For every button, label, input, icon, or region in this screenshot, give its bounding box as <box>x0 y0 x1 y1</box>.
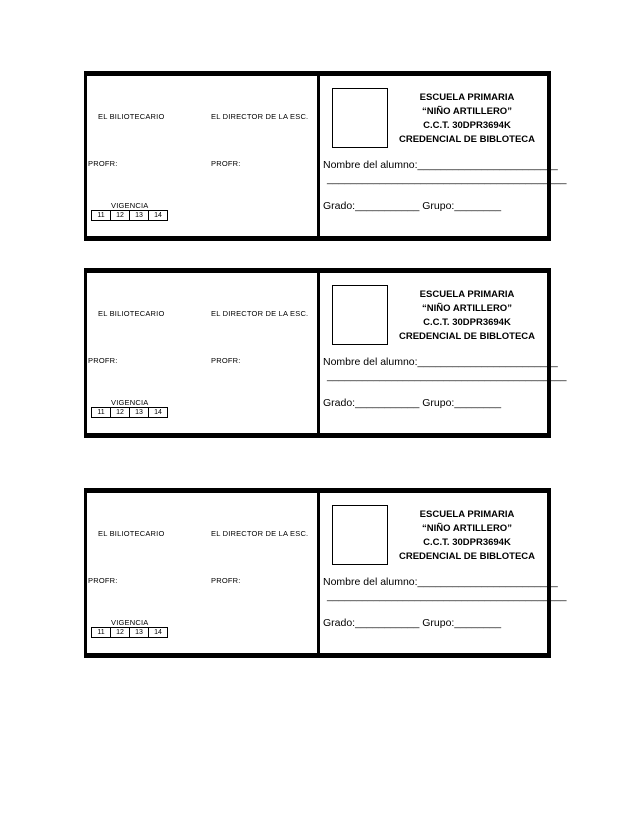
vigencia-label: VIGENCIA <box>111 201 149 210</box>
director-label: EL DIRECTOR DE LA ESC. <box>211 529 309 538</box>
library-card-2 <box>84 268 567 438</box>
school-subtitle: “NIÑO ARTILLERO” <box>422 106 512 117</box>
student-name-field: Nombre del alumno:________________________ <box>323 576 558 588</box>
school-cct: C.C.T. 30DPR3694K <box>423 120 511 131</box>
school-cct: C.C.T. 30DPR3694K <box>423 317 511 328</box>
student-name-field: Nombre del alumno:________________________ <box>323 159 558 171</box>
profr-label-librarian: PROFR: <box>88 356 118 365</box>
photo-box <box>332 285 388 345</box>
school-cct: C.C.T. 30DPR3694K <box>423 537 511 548</box>
card-title: CREDENCIAL DE BIBLOTECA <box>399 331 535 342</box>
student-name-line: _________________________________________ <box>327 370 567 382</box>
card-title: CREDENCIAL DE BIBLOTECA <box>399 551 535 562</box>
director-label: EL DIRECTOR DE LA ESC. <box>211 309 309 318</box>
vigencia-years-table <box>91 407 168 418</box>
card-divider <box>317 493 320 653</box>
grade-group-field: Grado:___________ Grupo:________ <box>323 617 502 629</box>
card-title: CREDENCIAL DE BIBLOTECA <box>399 134 535 145</box>
profr-label-director: PROFR: <box>211 356 241 365</box>
vigencia-year: 13 <box>130 628 149 638</box>
vigencia-year: 12 <box>111 211 130 221</box>
vigencia-year: 14 <box>149 408 168 418</box>
vigencia-year: 11 <box>92 628 111 638</box>
school-name-line: ESCUELA PRIMARIA <box>419 289 515 300</box>
profr-label-director: PROFR: <box>211 576 241 585</box>
student-name-field: Nombre del alumno:________________________ <box>323 356 558 368</box>
photo-box <box>332 505 388 565</box>
school-subtitle: “NIÑO ARTILLERO” <box>422 303 512 314</box>
grade-group-field: Grado:___________ Grupo:________ <box>323 397 502 409</box>
vigencia-year: 12 <box>111 408 130 418</box>
card-divider <box>317 76 320 236</box>
vigencia-year: 13 <box>130 211 149 221</box>
student-name-line: _________________________________________ <box>327 173 567 185</box>
photo-box <box>332 88 388 148</box>
profr-label-librarian: PROFR: <box>88 576 118 585</box>
school-subtitle: “NIÑO ARTILLERO” <box>422 523 512 534</box>
vigencia-label: VIGENCIA <box>111 398 149 407</box>
vigencia-year: 14 <box>149 628 168 638</box>
profr-label-director: PROFR: <box>211 159 241 168</box>
vigencia-years-table <box>91 210 168 221</box>
vigencia-year: 11 <box>92 408 111 418</box>
vigencia-year: 14 <box>149 211 168 221</box>
school-name-line: ESCUELA PRIMARIA <box>419 509 515 520</box>
vigencia-years-table <box>91 627 168 638</box>
librarian-label: EL BILIOTECARIO <box>98 309 165 318</box>
library-card-3 <box>84 488 567 658</box>
librarian-label: EL BILIOTECARIO <box>98 112 165 121</box>
library-card-1 <box>84 71 567 241</box>
school-name-line: ESCUELA PRIMARIA <box>419 92 515 103</box>
librarian-label: EL BILIOTECARIO <box>98 529 165 538</box>
vigencia-label: VIGENCIA <box>111 618 149 627</box>
vigencia-year: 12 <box>111 628 130 638</box>
grade-group-field: Grado:___________ Grupo:________ <box>323 200 502 212</box>
vigencia-year: 13 <box>130 408 149 418</box>
director-label: EL DIRECTOR DE LA ESC. <box>211 112 309 121</box>
vigencia-year: 11 <box>92 211 111 221</box>
profr-label-librarian: PROFR: <box>88 159 118 168</box>
card-divider <box>317 273 320 433</box>
student-name-line: _________________________________________ <box>327 590 567 602</box>
